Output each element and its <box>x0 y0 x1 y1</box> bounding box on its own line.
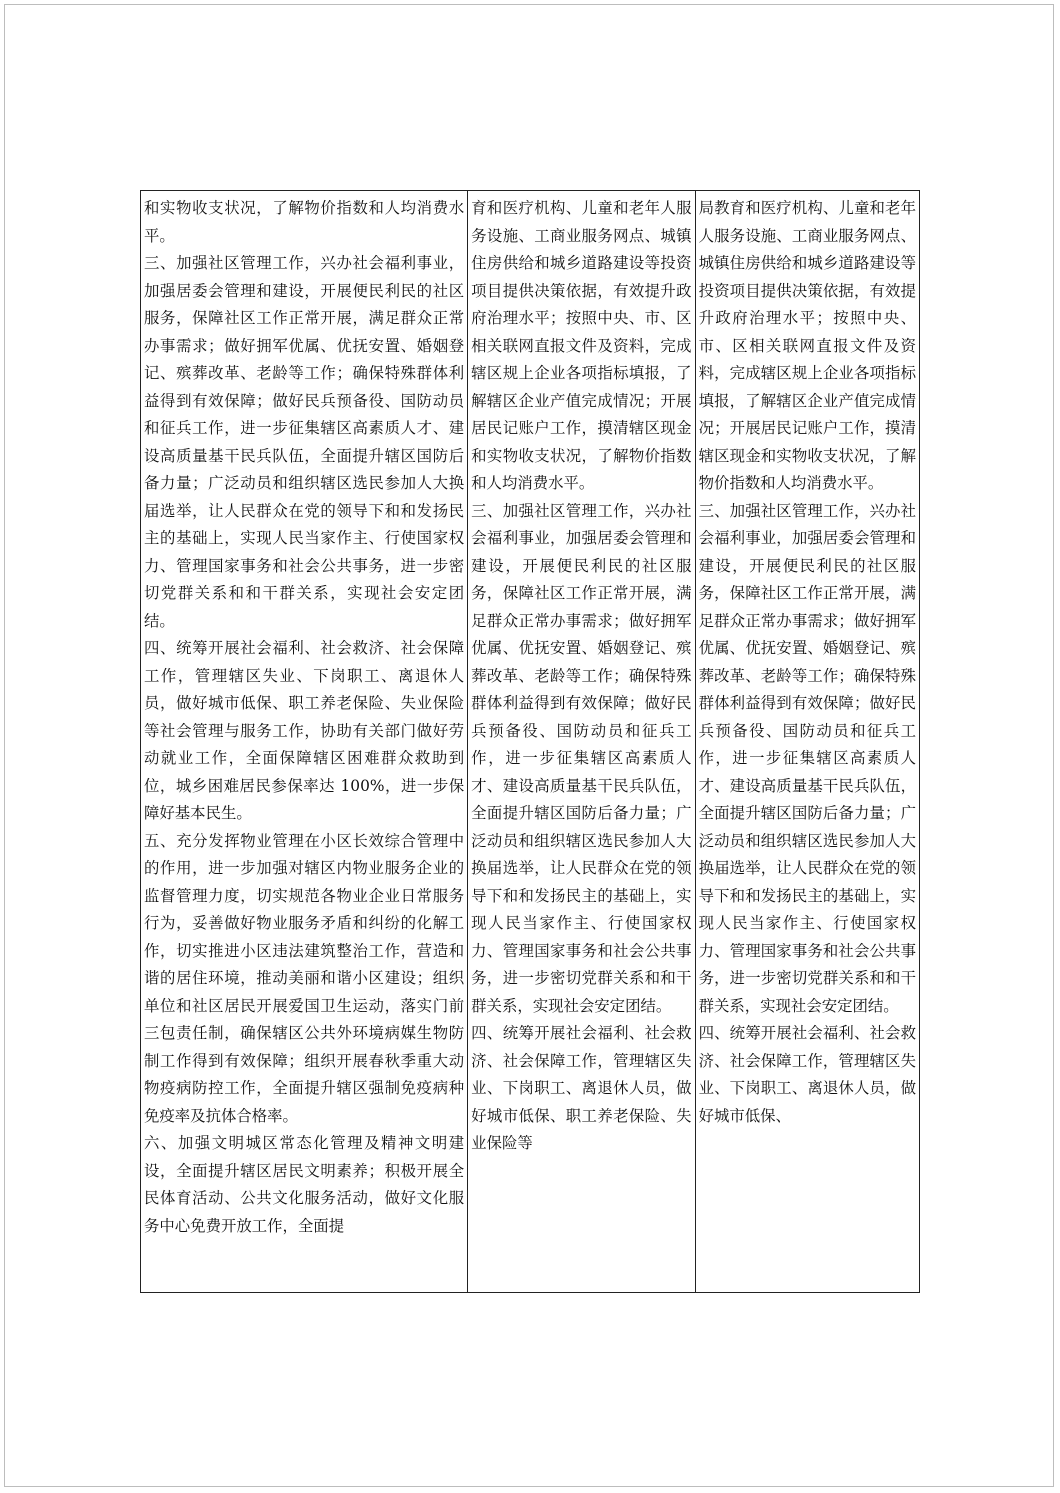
document-table <box>140 190 920 1293</box>
paragraph: 三、加强社区管理工作，兴办社会福利事业，加强居委会管理和建设，开展便民利民的社区服务，保障社区工作正常开展，满足群众正常办事需求；做好拥军优属、优抚安置、婚姻登记、殡葬改革、老龄等工作；确保特殊群体利益得到有效保障；做好民兵预备役、国防动员和征兵工作，进一步征集辖区高素质人才、建设高质量基干民兵队伍，全面提升辖区国防后备力量；广泛动员和组织辖区选民参加人大换届选举，让人民群众在党的领导下和和发扬民主的基础上，实现人民当家作主、行使国家权力、管理国家事务和社会公共事务，进一步密切党群关系和和干群关系，实现社会安定团结。 <box>698 501 916 1015</box>
table-column-3 <box>695 191 919 1292</box>
table-column-2 <box>467 191 694 1292</box>
table-column-1 <box>141 191 467 1292</box>
paragraph: 四、统筹开展社会福利、社会救济、社会保障工作，管理辖区失业、下岗职工、离退休人员，做好城市低保、职工养老保险、失业保险等 <box>471 1024 692 1152</box>
paragraph: 三、加强社区管理工作，兴办社会福利事业，加强居委会管理和建设，开展便民利民的社区服务，保障社区工作正常开展，满足群众正常办事需求；做好拥军优属、优抚安置、婚姻登记、殡葬改革、老龄等工作；确保特殊群体利益得到有效保障；做好民兵预备役、国防动员和征兵工作，进一步征集辖区高素质人才、建设高质量基干民兵队伍，全面提升辖区国防后备力量；广泛动员和组织辖区选民参加人大换届选举，让人民群众在党的领导下和和发扬民主的基础上，实现人民当家作主、行使国家权力、管理国家事务和社会公共事务，进一步密切党群关系和和干群关系，实现社会安定团结。 <box>144 254 465 630</box>
paragraph: 五、充分发挥物业管理在小区长效综合管理中的作用，进一步加强对辖区内物业服务企业的监督管理力度，切实规范各物业企业日常服务行为，妥善做好物业服务矛盾和纠纷的化解工作，切实推进小区违法建筑整治工作，营造和谐的居住环境，推动美丽和谐小区建设；组织单位和社区居民开展爱国卫生运动，落实门前三包责任制，确保辖区公共外环境病媒生物防制工作得到有效保障；组织开展春秋季重大动物疫病防控工作，全面提升辖区强制免疫病种免疫率及抗体合格率。 <box>144 831 465 1125</box>
paragraph: 局教育和医疗机构、儿童和老年人服务设施、工商业服务网点、城镇住房供给和城乡道路建设等投资项目提供决策依据，有效提升政府治理水平；按照中央、市、区相关联网直报文件及资料，完成辖区规上企业各项指标填报，了解辖区企业产值完成情况；开展居民记账户工作，摸清辖区现金和实物收支状况，了解物价指数和人均消费水平。 <box>698 199 916 492</box>
paragraph: 和实物收支状况，了解物价指数和人均消费水平。 <box>144 199 465 245</box>
paragraph: 育和医疗机构、儿童和老年人服务设施、工商业服务网点、城镇住房供给和城乡道路建设等投资项目提供决策依据，有效提升政府治理水平；按照中央、市、区相关联网直报文件及资料，完成辖区规上企业各项指标填报，了解辖区企业产值完成情况；开展居民记账户工作，摸清辖区现金和实物收支状况，了解物价指数和人均消费水平。 <box>471 199 692 492</box>
paragraph: 三、加强社区管理工作，兴办社会福利事业，加强居委会管理和建设，开展便民利民的社区服务，保障社区工作正常开展，满足群众正常办事需求；做好拥军优属、优抚安置、婚姻登记、殡葬改革、老龄等工作；确保特殊群体利益得到有效保障；做好民兵预备役、国防动员和征兵工作，进一步征集辖区高素质人才、建设高质量基干民兵队伍，全面提升辖区国防后备力量；广泛动员和组织辖区选民参加人大换届选举，让人民群众在党的领导下和和发扬民主的基础上，实现人民当家作主、行使国家权力、管理国家事务和社会公共事务，进一步密切党群关系和和干群关系，实现社会安定团结。 <box>471 501 692 1015</box>
paragraph: 四、统筹开展社会福利、社会救济、社会保障工作，管理辖区失业、下岗职工、离退休人员，做好城市低保、 <box>698 1024 916 1125</box>
paragraph: 四、统筹开展社会福利、社会救济、社会保障工作，管理辖区失业、下岗职工、离退休人员，做好城市低保、职工养老保险、失业保险等社会管理与服务工作，协助有关部门做好劳动就业工作，全面保障辖区困难群众救助到位，城乡困难居民参保率达 100%，进一步保障好基本民生。 <box>144 639 465 822</box>
paragraph: 六、加强文明城区常态化管理及精神文明建设，全面提升辖区居民文明素养；积极开展全民体育活动、公共文化服务活动，做好文化服务中心免费开放工作，全面提 <box>144 1134 465 1235</box>
